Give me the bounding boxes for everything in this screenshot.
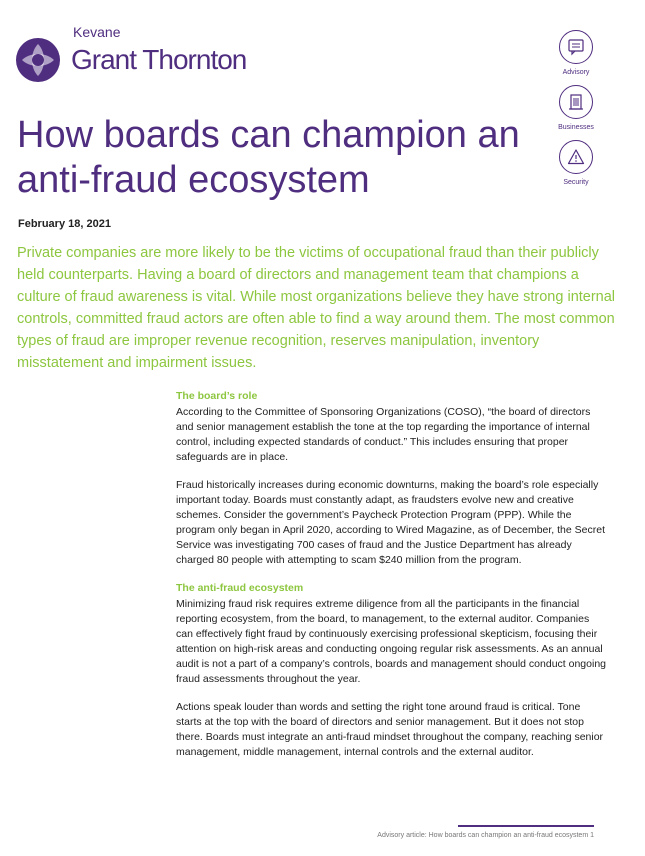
- publish-date: February 18, 2021: [18, 218, 111, 230]
- building-icon: [559, 85, 593, 119]
- body-paragraph: Minimizing fraud risk requires extreme diligence from all the participants in the financial reporting ecosystem, from the board, to management, to the external auditor. Companies can effectively fight fraud by continuously exercising professional skepticism, focusing their attention on high-risk areas and conducting ongoing regular risk assessments. As an annual audit is not a part of a company’s controls, boards and management should conduct ongoing fraud assessments throughout the year.: [176, 598, 606, 685]
- side-item-security: [556, 140, 596, 186]
- section-heading: The anti-fraud ecosystem: [176, 582, 304, 594]
- body-paragraph: Fraud historically increases during economic downturns, making the board’s role especially important today. Boards must constantly adapt, as fraudsters evolve new and creative schemes. Consider the government’s Paycheck Protection Program (PPP). While the program only began in April 2020, according to Wired Magazine, as of December, the Secret Service was investigating 700 cases of fraud and the Justice Department has already charged 80 people with attempting to scam $240 million from the program.: [176, 479, 605, 566]
- side-label-advisory: Advisory: [562, 69, 590, 76]
- side-item-businesses: [556, 85, 596, 131]
- page-title: How boards can champion an anti-fraud ecosystem: [17, 114, 520, 201]
- side-label-businesses: Businesses: [558, 124, 594, 131]
- chat-document-icon: [559, 30, 593, 64]
- footer-text: Advisory article: How boards can champion an anti-fraud ecosystem 1: [377, 832, 594, 839]
- section-anti-fraud-ecosystem: [176, 581, 606, 760]
- body-paragraph: Actions speak louder than words and setting the right tone around fraud is critical. Tone starts at the top with the board of directors and senior management. But it does not stop there. Boards must integrate an anti-fraud mindset throughout the company, reaching senior management, middle management, internal controls and the external auditor.: [176, 701, 604, 758]
- grant-thornton-logo-icon: [16, 38, 60, 82]
- section-heading: The board’s role: [176, 390, 258, 402]
- grant-thornton-logo: [16, 22, 256, 92]
- side-label-security: Security: [563, 179, 589, 186]
- logo-name: Grant Thornton: [71, 44, 247, 75]
- lede-paragraph: Private companies are more likely to be the victims of occupational fraud than their publicly held counterparts. Having a board of directors and management team that champions a culture of fraud awareness is vital. While most organizations believe they have strong internal controls, committed fraud actors are often able to find a way around them. The most common types of fraud are improper revenue recognition, reserves manipulation, inventory misstatement and impairment issues.: [17, 245, 616, 371]
- section-boards-role: [176, 389, 606, 568]
- side-item-advisory: [556, 30, 596, 76]
- warning-triangle-icon: [559, 140, 593, 174]
- footer-rule: [458, 825, 594, 827]
- logo-small-text: Kevane: [73, 24, 121, 40]
- article-body: [176, 389, 606, 773]
- body-paragraph: According to the Committee of Sponsoring Organizations (COSO), “the board of directors and senior management establish the tone at the top regarding the importance of internal control, including expected standards of conduct.” This includes ensuring that proper safeguards are in place.: [176, 406, 591, 463]
